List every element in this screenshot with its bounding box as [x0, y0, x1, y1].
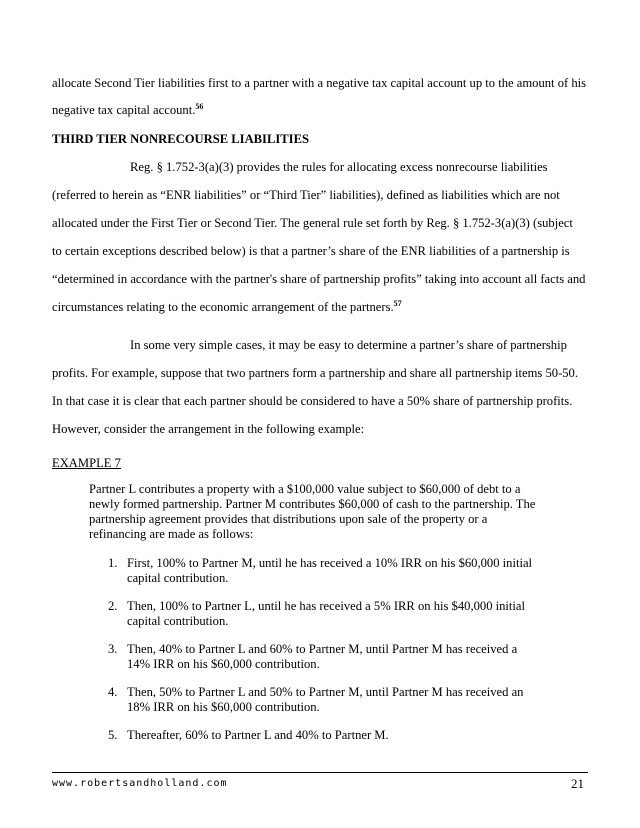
paragraph-line: In that case it is clear that each partner should be considered to have a 50% share of partnership profits. [52, 394, 573, 408]
paragraph-line [52, 300, 402, 315]
list-item-line: 14% IRR on his $60,000 contribution. [127, 656, 320, 671]
section-heading: THIRD TIER NONRECOURSE LIABILITIES [52, 132, 309, 146]
page-number: 21 [571, 776, 584, 791]
list-item-line: capital contribution. [127, 613, 229, 628]
list-item-line: Then, 100% to Partner L, until he has received a 5% IRR on his $40,000 initial [127, 599, 526, 613]
example-intro-line: newly formed partnership. Partner M contributes $60,000 of cash to the partnership. The [89, 497, 536, 511]
list-item-text [127, 728, 547, 743]
list-item-line: capital contribution. [127, 570, 229, 585]
paragraph-line: However, consider the arrangement in the following example: [52, 422, 365, 436]
example-intro-line: Partner L contributes a property with a $100,000 value subject to $60,000 of debt to a [89, 482, 521, 496]
list-item-line: First, 100% to Partner M, until he has received a 10% IRR on his $60,000 initial [127, 556, 533, 570]
paragraph-line: “determined in accordance with the partner's share of partnership profits” taking into account all facts and [52, 272, 586, 286]
body-text: negative tax capital account. [52, 103, 196, 117]
example-label: EXAMPLE 7 [52, 456, 121, 470]
list-item-text [127, 556, 547, 585]
footnote-ref-57: 57 [393, 298, 402, 308]
example-intro-line: refinancing are made as follows: [89, 527, 254, 541]
paragraph-line: to certain exceptions described below) is that a partner’s share of the ENR liabilities of a partnership is [52, 244, 570, 258]
paragraph-line: profits. For example, suppose that two partners form a partnership and share all partnership items 50-50. [52, 366, 579, 380]
list-item-number: 4. [108, 685, 118, 699]
list-item-text [127, 642, 547, 671]
paragraph-line: In some very simple cases, it may be easy to determine a partner’s share of partnership [130, 338, 567, 352]
footnote-ref-56: 56 [195, 101, 204, 111]
list-item-text [127, 599, 547, 628]
list-item-number: 5. [108, 728, 118, 742]
list-item-line: Thereafter, 60% to Partner L and 40% to Partner M. [127, 728, 389, 742]
example-intro-line: partnership agreement provides that distributions upon sale of the property or a [89, 512, 488, 526]
paragraph-text: circumstances relating to the economic arrangement of the partners. [52, 300, 394, 314]
list-item-number: 3. [108, 642, 118, 656]
list-item-number: 1. [108, 556, 118, 570]
paragraph-line: (referred to herein as “ENR liabilities” or “Third Tier” liabilities), defined as liabilities which are not [52, 188, 560, 202]
list-item-line: 18% IRR on his $60,000 contribution. [127, 699, 320, 714]
list-item-line: Then, 50% to Partner L and 50% to Partner M, until Partner M has received an [127, 685, 524, 699]
paragraph-line: allocated under the First Tier or Second Tier. The general rule set forth by Reg. § 1.752-3(a)(3) (subject [52, 216, 573, 230]
body-line: allocate Second Tier liabilities first to a partner with a negative tax capital account up to the amount of his [52, 76, 587, 90]
list-item-number: 2. [108, 599, 118, 613]
footer-url[interactable]: www.robertsandholland.com [52, 778, 228, 789]
list-item-text [127, 685, 547, 714]
body-line [52, 103, 203, 118]
paragraph-line: Reg. § 1.752-3(a)(3) provides the rules for allocating excess nonrecourse liabilities [130, 160, 548, 174]
list-item-line: Then, 40% to Partner L and 60% to Partner M, until Partner M has received a [127, 642, 518, 656]
footer-divider [52, 772, 588, 773]
